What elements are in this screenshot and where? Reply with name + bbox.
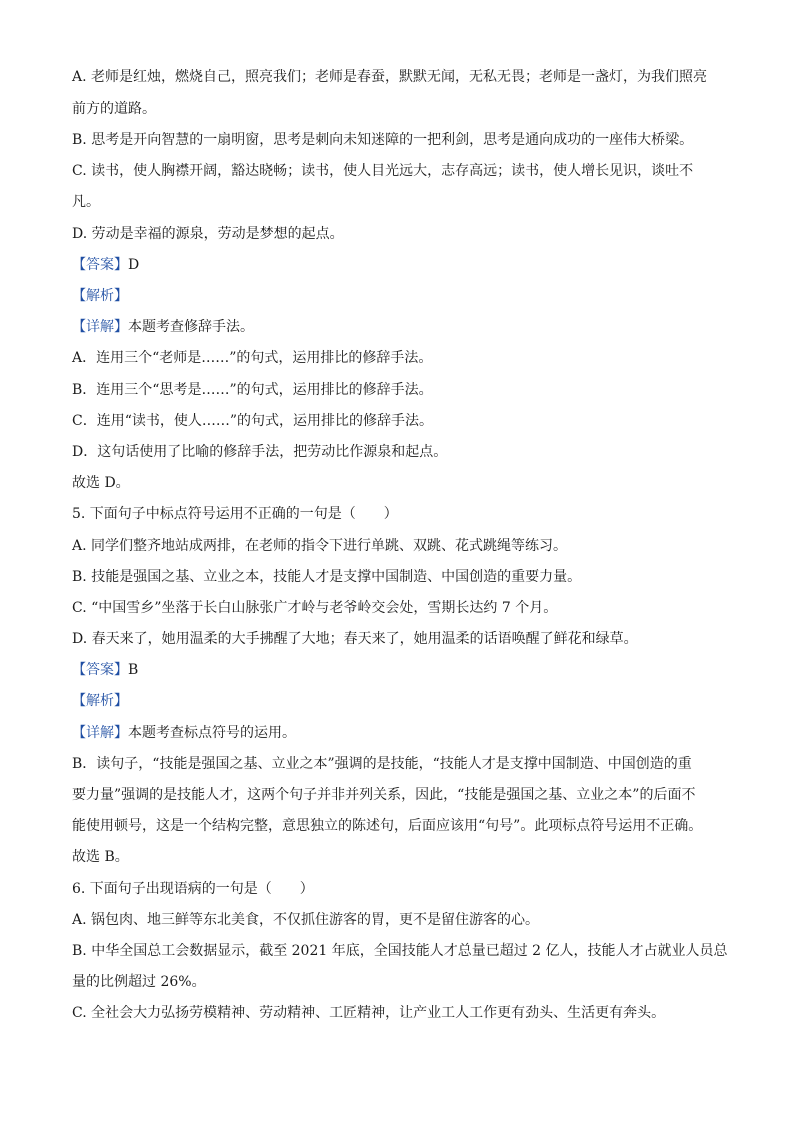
q6-option-a: A. 锅包肉、地三鲜等东北美食，不仅抓住游客的胃，更不是留住游客的心。 <box>72 912 540 928</box>
q4-option-b: B. 思考是开向智慧的一扇明窗，思考是刺向未知迷障的一把利剑，思考是通向成功的一座伟大桥梁。 <box>72 132 694 148</box>
q4-conclusion: 故选 D。 <box>72 475 130 491</box>
q4-answer-value: D <box>128 257 140 273</box>
q5-explain-line2: 要力量”强调的是技能人才，这两个句子并非并列关系，因此，“技能是强国之基、立业之本”的后面不 <box>72 787 696 803</box>
q4-explain-a: A．连用三个“老师是……”的句式，运用排比的修辞手法。 <box>72 350 433 366</box>
q4-option-a-line1: A. 老师是红烛，燃烧自己，照亮我们；老师是春蚕，默默无闻，无私无畏；老师是一盏灯，为我们照亮 <box>72 69 708 85</box>
q5-answer-value: B <box>128 662 139 678</box>
q5-option-c: C. “中国雪乡”坐落于长白山脉张广才岭与老爷岭交会处，雪期长达约 7 个月。 <box>72 600 558 616</box>
detail-tag: 【 详解 】 <box>72 319 128 335</box>
detail-tag: 【 详解 】 <box>72 725 128 741</box>
q4-explain-d: D．这句话使用了比喻的修辞手法，把劳动比作源泉和起点。 <box>72 444 448 460</box>
q4-option-a-line2: 前方的道路。 <box>72 101 156 117</box>
answer-tag: 【 答案 】 <box>72 257 128 273</box>
q5-option-b: B. 技能是强国之基、立业之本，技能人才是支撑中国制造、中国创造的重要力量。 <box>72 569 582 585</box>
q4-detail <box>72 318 732 336</box>
q6-stem: 6. 下面句子出现语病的一句是（ ） <box>72 881 314 897</box>
q5-option-d: D. 春天来了，她用温柔的大手拂醒了大地；春天来了，她用温柔的话语唤醒了鲜花和绿草。 <box>72 631 638 647</box>
q5-answer <box>72 661 732 679</box>
q4-detail-text: 本题考查修辞手法。 <box>128 319 254 335</box>
q5-option-a: A. 同学们整齐地站成两排，在老师的指令下进行单跳、双跳、花式跳绳等练习。 <box>72 538 568 554</box>
q6-option-b-line2: 量的比例超过 26%。 <box>72 974 206 990</box>
q5-explain-line3: 能使用顿号，这是一个结构完整，意思独立的陈述句，后面应该用“句号”。此项标点符号运用不正确。 <box>72 818 703 834</box>
q5-stem: 5. 下面句子中标点符号运用不正确的一句是（ ） <box>72 506 398 522</box>
q6-option-c: C. 全社会大力弘扬劳模精神、劳动精神、工匠精神，让产业工人工作更有劲头、生活更有奔头。 <box>72 1005 666 1021</box>
q4-explain-b: B．连用三个“思考是……”的句式，运用排比的修辞手法。 <box>72 382 433 398</box>
q4-analysis <box>72 287 732 305</box>
q4-explain-c: C．连用“读书，使人……”的句式，运用排比的修辞手法。 <box>72 413 434 429</box>
q5-conclusion: 故选 B。 <box>72 849 129 865</box>
analysis-tag: 【 解析 】 <box>72 693 128 709</box>
q5-explain-line1: B．读句子，“技能是强国之基、立业之本”强调的是技能，“技能人才是支撑中国制造、中国创造的重 <box>72 756 692 772</box>
q4-option-c-line1: C. 读书，使人胸襟开阔，豁达晓畅；读书，使人目光远大，志存高远；读书，使人增长见识，谈吐不 <box>72 163 694 179</box>
q4-option-c-line2: 凡。 <box>72 194 100 210</box>
q5-analysis <box>72 692 732 710</box>
q6-option-b-line1: B. 中华全国总工会数据显示，截至 2021 年底，全国技能人才总量已超过 2 亿人，技能人才占就业人员总 <box>72 943 728 959</box>
q4-option-d: D. 劳动是幸福的源泉，劳动是梦想的起点。 <box>72 226 344 242</box>
analysis-tag: 【 解析 】 <box>72 288 128 304</box>
q4-answer <box>72 256 732 274</box>
answer-tag: 【 答案 】 <box>72 662 128 678</box>
q5-detail <box>72 724 732 742</box>
q5-detail-text: 本题考查标点符号的运用。 <box>128 725 296 741</box>
